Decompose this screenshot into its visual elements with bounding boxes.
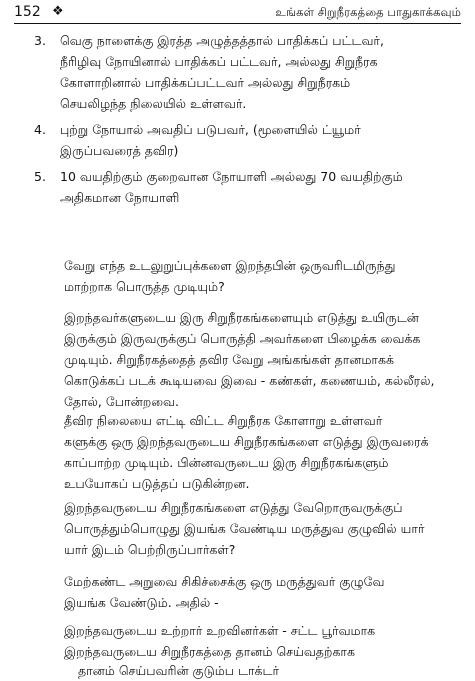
text-line: யார் இடம் பெற்றிருப்பார்கள்? xyxy=(64,542,236,557)
relatives-consent xyxy=(64,620,461,662)
answer-other-organs xyxy=(64,307,461,412)
list-item-5 xyxy=(34,166,462,208)
text-line: நீரிழிவு நோயினால் பாதிக்கப் பட்டவர், அல்லது சிறுநீரக xyxy=(60,54,378,69)
text-line: தோல், போன்றவை. xyxy=(64,394,179,409)
text-line: காப்பாற்ற முடியும். பின்னவருடைய இரு சிறுநீரகங்களும் xyxy=(64,455,389,470)
text-line: கோளாறினால் பாதிக்கப்பட்டவர் அல்லது சிறுநீரகம் xyxy=(60,75,351,90)
list-item-3 xyxy=(34,30,462,114)
list-item-number: 5. xyxy=(34,169,46,184)
text-line: இறந்தவருடைய உற்றார் உறவினர்கள் - சட்ட பூர்வமாக xyxy=(64,623,376,638)
list-item-text xyxy=(60,30,462,114)
text-line: அதிகமான நோயாளி xyxy=(60,190,180,205)
text-line: வேறு எந்த உடலுறுப்புக்களை இறந்தபின் ஒருவரிடமிருந்து xyxy=(64,258,396,273)
text-line: களுக்கு ஒரு இறந்தவருடைய சிறுநீரகங்களை எடுத்து இருவரைக் xyxy=(64,434,429,449)
numbered-list xyxy=(34,30,462,213)
page-number: 152 xyxy=(14,4,41,20)
question-other-organs xyxy=(64,255,461,297)
text-line: புற்று நோயால் அவதிப் படுபவர், (மூளையில் ட்யூமர் xyxy=(60,122,361,137)
text-line: 10 வயதிற்கும் குறைவான நோயாளி அல்லது 70 வயதிற்கும் xyxy=(60,169,403,184)
text-line: தானம் செய்பவரின் குடும்ப டாக்டர் xyxy=(78,663,280,678)
text-line: இறந்தவருடைய சிறுநீரகங்களை எடுத்து வேறொருவருக்குப் xyxy=(64,500,403,515)
answer-medical-team xyxy=(64,571,461,613)
diamond-ornament-icon: ❖ xyxy=(52,4,64,19)
text-line: இருக்கும் இருவருக்குப் பொருத்தி அவர்களை பிழைக்க வைக்க xyxy=(64,331,421,346)
text-line: மேற்கண்ட அறுவை சிகிச்சைக்கு ஒரு மருத்துவர் குழுவே xyxy=(64,574,385,589)
text-line: மாற்றாக பொருத்த முடியும்? xyxy=(64,279,225,294)
list-item-number: 3. xyxy=(34,33,46,48)
question-medical-team xyxy=(64,497,461,560)
text-line: இறந்தவருடைய சிறுநீரகத்தை தானம் செய்வதற்காக xyxy=(64,644,355,659)
paragraph-two-recipients xyxy=(64,410,461,494)
text-line: இருப்பவரைத் தவிர) xyxy=(60,143,179,158)
text-line: செயலிழந்த நிலையில் உள்ளவர். xyxy=(60,96,247,111)
list-item-text xyxy=(60,119,462,161)
text-line: முடியும். சிறுநீரகத்தைத் தவிர வேறு அங்கங்கள் தானமாகக் xyxy=(64,352,394,367)
text-line: கொடுக்கப் படக் கூடியவை இவை - கண்கள், கணையம், கல்லீரல், xyxy=(64,373,435,388)
list-item-number: 4. xyxy=(34,122,46,137)
list-item-4 xyxy=(34,119,462,161)
family-doctor xyxy=(78,660,475,681)
text-line: இயங்க வேண்டும். அதில் - xyxy=(64,595,219,610)
page-header xyxy=(14,3,461,24)
text-line: பொருத்தும்பொழுது இயங்க வேண்டிய மருத்துவ குழுவில் யார் xyxy=(64,521,425,536)
list-item-text xyxy=(60,166,462,208)
text-line: இறந்தவர்களுடைய இரு சிறுநீரகங்களையும் எடுத்து உயிருடன் xyxy=(64,310,419,325)
text-line: உபயோகப் படுத்தப் படுகின்றன. xyxy=(64,476,250,491)
running-title: உங்கள் சிறுநீரகத்தை பாதுகாக்கவும் xyxy=(275,5,461,19)
text-line: தீவிர நிலையை எட்டி விட்ட சிறுநீரக கோளாறு உள்ளவர் xyxy=(64,413,383,428)
text-line: வெகு நாளைக்கு இரத்த அழுத்தத்தால் பாதிக்கப் பட்டவர், xyxy=(60,33,384,48)
